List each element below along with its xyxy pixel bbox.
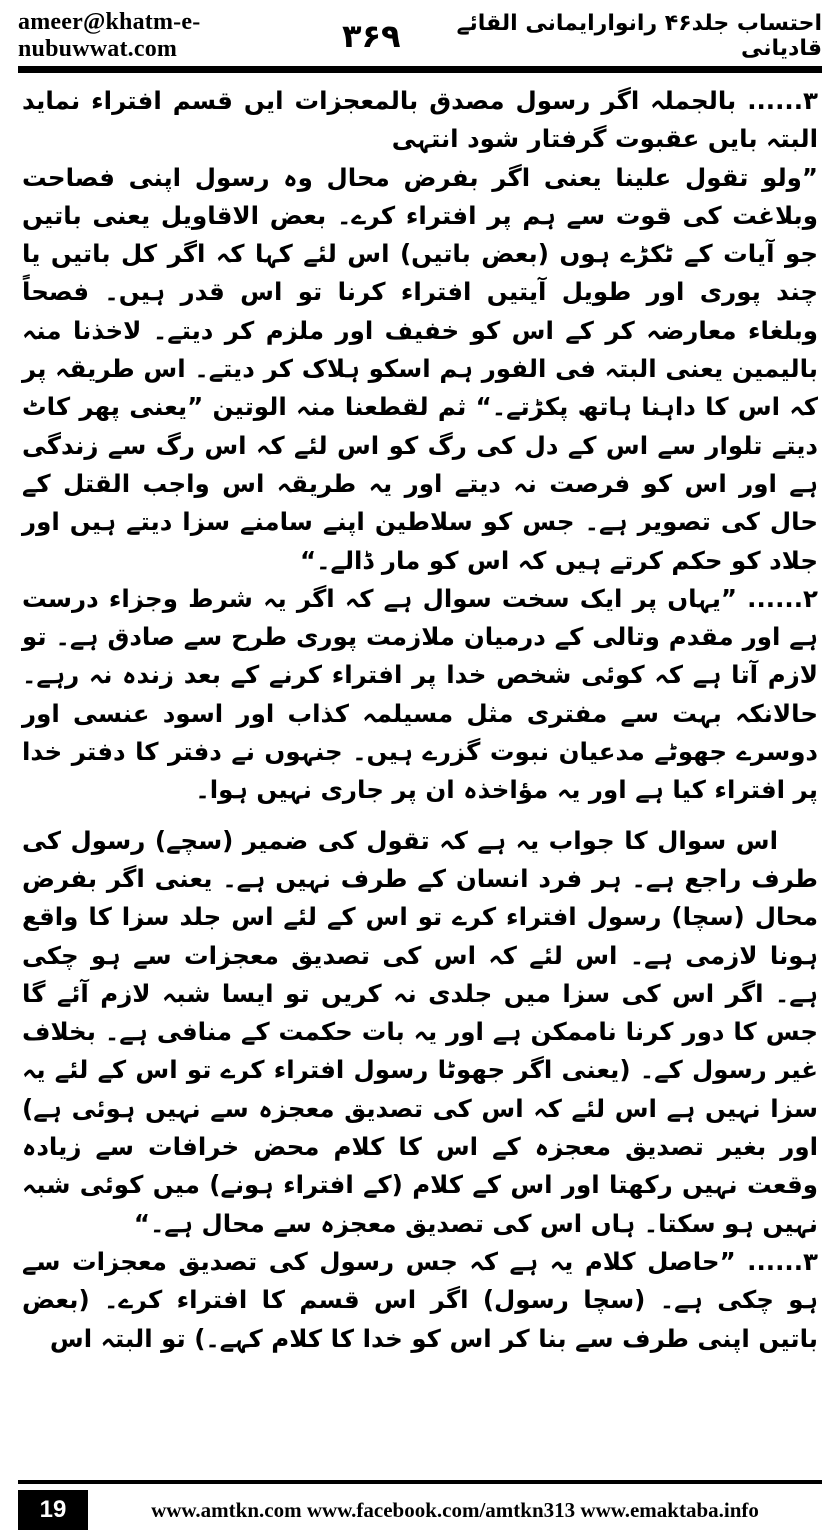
header-book-title: احتساب جلد۴۶ رانوارایمانی القائے قادیانی: [456, 11, 822, 61]
footer-rule: [18, 1480, 822, 1484]
paragraph-4: اس سوال کا جواب یہ ہے کہ تقول کی ضمیر (سچے) رسول کی طرف راجع ہے۔ ہر فرد انسان کے طرف نہیں ہے۔ یعنی اگر بفرض محال (سچا) رسول افتراء کرے تو اس کے لئے اس جلد سزا کا واقع ہونا لازمی ہے۔ اس لئے کہ اس کی تصدیق معجزات سے ہو چکی ہے۔ اگر اس کی سزا میں جلدی نہ کریں تو ایسا شبہ لازم آئے گا جس کا دور کرنا ناممکن ہے اور یہ بات حکمت کے منافی ہے۔ بخلاف غیر رسول کے۔ (یعنی اگر جھوٹا رسول افتراء کرے تو اس کے لئے یہ سزا نہیں ہے اس لئے کہ اس کی تصدیق معجزہ سے نہیں ہوئی ہے) اور بغیر تصدیق معجزہ کے اس کا کلام محض خرافات سے زیادہ وقعت نہیں رکھتا اور اس کے کلام (کے افتراء ہونے) میں کوئی شبہ نہیں ہو سکتا۔ ہاں اس کی تصدیق معجزہ سے محال ہے۔“: [22, 825, 818, 1238]
header-left: [18, 9, 401, 63]
paragraph-3: ۲...... ”یہاں پر ایک سخت سوال ہے کہ اگر یہ شرط وجزاء درست ہے اور مقدم وتالی کے درمیان ملازمت پوری طرح سے صادق ہے۔ تو لازم آتا ہے کہ کوئی شخص خدا پر افتراء کرنے کے بعد زندہ نہ رہے۔ حالانکہ بہت سے مفتری مثل مسیلمہ کذاب اور اسود عنسی اور دوسرے جھوٹے مدعیان نبوت گزرے ہیں۔ جنہوں نے دفتر کا دفتر خدا پر افتراء کیا ہے اور یہ مؤاخذہ ان پر جاری نہیں ہوا۔: [22, 583, 818, 805]
header-rule: [18, 66, 822, 73]
page-header: [18, 10, 822, 62]
page-body: [22, 82, 818, 1358]
page-footer: [18, 1490, 822, 1530]
header-email[interactable]: ameer@khatm-e-nubuwwat.com: [18, 9, 201, 62]
paragraph-5: ۳...... ”حاصل کلام یہ ہے کہ جس رسول کی تصدیق معجزات سے ہو چکی ہے۔ (سچا رسول) اگر اس قسم کا افتراء کرے۔ (بعض باتیں اپنی طرف سے بنا کر اس کو خدا کا کلام کہے۔) تو البتہ اس: [22, 1246, 818, 1353]
paragraph-1: ۳...... بالجملہ اگر رسول مصدق بالمعجزات ایں قسم افتراء نماید البتہ بایں عقبوت گرفتار شود انتہی: [22, 86, 818, 154]
paragraph-gap: [22, 810, 818, 822]
paragraph-2: ”ولو تقول علینا یعنی اگر بفرض محال وہ رسول اپنی فصاحت وبلاغت کی قوت سے ہم پر افتراء کرے۔ بعض الاقاویل یعنی باتیں جو آیات کے ٹکڑے ہوں (بعض باتیں) اس لئے کہا کہ اگر کل باتیں یا چند پوری اور طویل آیتیں افتراء کرنا تو اس قدر ہیں۔ فصحاً وبلغاء معارضہ کر کے اس کو خفیف اور ملزم کر دیتے۔ لاخذنا منہ بالیمین یعنی البتہ فی الفور ہم اسکو ہلاک کر دیتے۔ اس طریقہ پر کہ اس کا داہنا ہاتھ پکڑتے۔“ ثم لقطعنا منہ الوتین ”یعنی پھر کاٹ دیتے تلوار سے اس کے دل کی رگ کو اس لئے کہ اس رگ سے زندگی ہے اور اس کو فرصت نہ دیتے اور یہ طریقہ اس واجب القتل کے حال کی تصویر ہے۔ جس کو سلاطین اپنے سامنے سزا دیتے ہیں اور جلاد کو حکم کرتے ہیں کہ اس کو مار ڈالے۔“: [22, 162, 818, 575]
folio-number: 19: [18, 1490, 88, 1530]
footer-links[interactable]: www.amtkn.com www.facebook.com/amtkn313 www.emaktaba.info: [151, 1497, 759, 1522]
header-page-number: ۳۶۹: [341, 17, 401, 55]
